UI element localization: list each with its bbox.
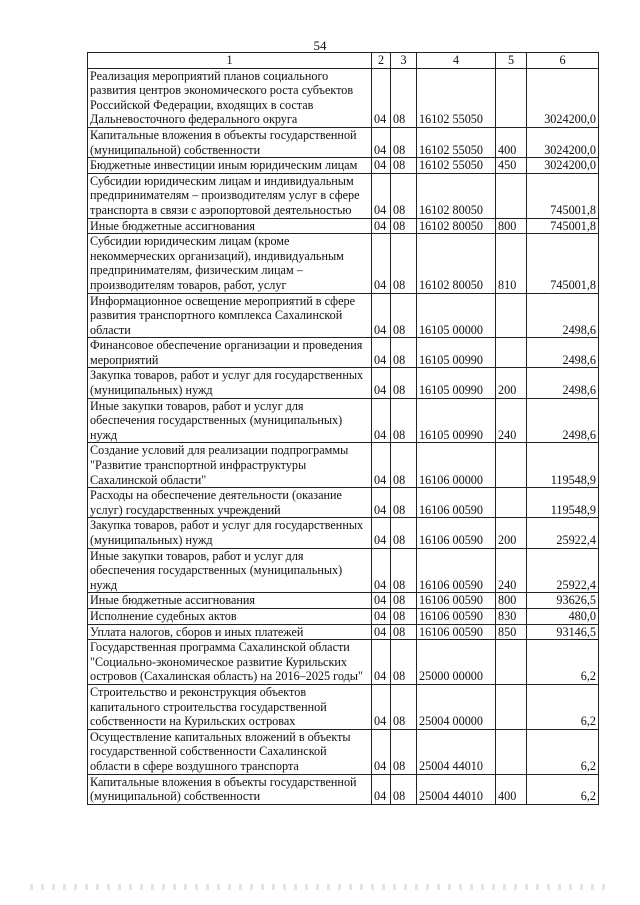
table-row bbox=[88, 127, 599, 157]
table-row bbox=[88, 173, 599, 218]
row-subsection: 08 bbox=[391, 398, 417, 443]
row-amount: 3024200,0 bbox=[527, 68, 599, 127]
row-target-item: 16106 00590 bbox=[417, 624, 496, 640]
row-name: Информационное освещение мероприятий в сфере развития транспортного комплекса Сахалинской области bbox=[88, 293, 372, 338]
row-subsection: 08 bbox=[391, 608, 417, 624]
row-amount: 6,2 bbox=[527, 684, 599, 729]
row-section: 04 bbox=[372, 593, 391, 609]
row-expense-type: 800 bbox=[496, 593, 527, 609]
col-header-section: 2 bbox=[372, 53, 391, 69]
row-name: Иные закупки товаров, работ и услуг для обеспечения государственных (муниципальных) нужд bbox=[88, 398, 372, 443]
row-target-item: 16102 80050 bbox=[417, 234, 496, 293]
row-expense-type: 400 bbox=[496, 127, 527, 157]
row-section: 04 bbox=[372, 729, 391, 774]
row-subsection: 08 bbox=[391, 293, 417, 338]
row-section: 04 bbox=[372, 398, 391, 443]
row-section: 04 bbox=[372, 774, 391, 804]
col-header-amount: 6 bbox=[527, 53, 599, 69]
row-name: Иные бюджетные ассигнования bbox=[88, 593, 372, 609]
row-subsection: 08 bbox=[391, 593, 417, 609]
row-target-item: 16106 00590 bbox=[417, 548, 496, 593]
row-name: Бюджетные инвестиции иным юридическим лицам bbox=[88, 158, 372, 174]
table-row bbox=[88, 624, 599, 640]
row-subsection: 08 bbox=[391, 488, 417, 518]
table-row bbox=[88, 488, 599, 518]
row-subsection: 08 bbox=[391, 518, 417, 548]
table-row bbox=[88, 548, 599, 593]
row-target-item: 16106 00590 bbox=[417, 608, 496, 624]
row-subsection: 08 bbox=[391, 173, 417, 218]
table-row bbox=[88, 684, 599, 729]
row-target-item: 16102 80050 bbox=[417, 173, 496, 218]
row-expense-type: 400 bbox=[496, 774, 527, 804]
row-subsection: 08 bbox=[391, 684, 417, 729]
row-subsection: 08 bbox=[391, 729, 417, 774]
row-name: Субсидии юридическим лицам и индивидуальным предпринимателям – производителям услуг в сфере транспорта в связи с аэропортовой деятельностью bbox=[88, 173, 372, 218]
row-section: 04 bbox=[372, 173, 391, 218]
page-number: 54 bbox=[313, 38, 327, 53]
row-expense-type bbox=[496, 729, 527, 774]
row-target-item: 16105 00990 bbox=[417, 398, 496, 443]
row-section: 04 bbox=[372, 443, 391, 488]
table-row bbox=[88, 234, 599, 293]
row-target-item: 25004 44010 bbox=[417, 729, 496, 774]
table-row bbox=[88, 68, 599, 127]
row-section: 04 bbox=[372, 368, 391, 398]
row-expense-type: 240 bbox=[496, 548, 527, 593]
row-subsection: 08 bbox=[391, 68, 417, 127]
row-name: Капитальные вложения в объекты государственной (муниципальной) собственности bbox=[88, 127, 372, 157]
table-row bbox=[88, 608, 599, 624]
row-subsection: 08 bbox=[391, 127, 417, 157]
row-section: 04 bbox=[372, 293, 391, 338]
row-expense-type: 830 bbox=[496, 608, 527, 624]
row-expense-type: 200 bbox=[496, 368, 527, 398]
row-subsection: 08 bbox=[391, 640, 417, 685]
row-expense-type: 800 bbox=[496, 218, 527, 234]
row-expense-type: 450 bbox=[496, 158, 527, 174]
row-expense-type: 200 bbox=[496, 518, 527, 548]
row-target-item: 25004 44010 bbox=[417, 774, 496, 804]
row-section: 04 bbox=[372, 158, 391, 174]
row-name: Иные бюджетные ассигнования bbox=[88, 218, 372, 234]
row-target-item: 16105 00990 bbox=[417, 368, 496, 398]
row-amount: 25922,4 bbox=[527, 548, 599, 593]
row-section: 04 bbox=[372, 234, 391, 293]
row-section: 04 bbox=[372, 608, 391, 624]
row-subsection: 08 bbox=[391, 158, 417, 174]
row-amount: 2498,6 bbox=[527, 338, 599, 368]
col-header-subsection: 3 bbox=[391, 53, 417, 69]
row-subsection: 08 bbox=[391, 548, 417, 593]
row-name: Государственная программа Сахалинской области "Социально-экономическое развитие Курильских островов (Сахалинская область) на 2016–2025 годы" bbox=[88, 640, 372, 685]
row-target-item: 16106 00000 bbox=[417, 443, 496, 488]
table-row bbox=[88, 518, 599, 548]
row-amount: 93146,5 bbox=[527, 624, 599, 640]
table-row bbox=[88, 640, 599, 685]
table-row bbox=[88, 443, 599, 488]
row-expense-type bbox=[496, 293, 527, 338]
row-section: 04 bbox=[372, 218, 391, 234]
row-amount: 745001,8 bbox=[527, 234, 599, 293]
row-amount: 2498,6 bbox=[527, 398, 599, 443]
row-target-item: 16102 55050 bbox=[417, 158, 496, 174]
row-subsection: 08 bbox=[391, 368, 417, 398]
table-row bbox=[88, 774, 599, 804]
table-row bbox=[88, 398, 599, 443]
row-subsection: 08 bbox=[391, 218, 417, 234]
header-row bbox=[88, 53, 599, 69]
row-expense-type bbox=[496, 684, 527, 729]
row-subsection: 08 bbox=[391, 624, 417, 640]
row-target-item: 16105 00990 bbox=[417, 338, 496, 368]
row-amount: 2498,6 bbox=[527, 368, 599, 398]
row-target-item: 16102 55050 bbox=[417, 127, 496, 157]
row-name: Субсидии юридическим лицам (кроме некоммерческих организаций), индивидуальным предпринимателям, физическим лицам – производителям товаров, работ, услуг bbox=[88, 234, 372, 293]
row-name: Капитальные вложения в объекты государственной (муниципальной) собственности bbox=[88, 774, 372, 804]
row-amount: 6,2 bbox=[527, 729, 599, 774]
row-amount: 3024200,0 bbox=[527, 158, 599, 174]
row-section: 04 bbox=[372, 548, 391, 593]
table-row bbox=[88, 593, 599, 609]
row-name: Создание условий для реализации подпрограммы "Развитие транспортной инфраструктуры Сахалинской области" bbox=[88, 443, 372, 488]
row-amount: 6,2 bbox=[527, 640, 599, 685]
row-amount: 119548,9 bbox=[527, 488, 599, 518]
col-header-target-item: 4 bbox=[417, 53, 496, 69]
row-name: Исполнение судебных актов bbox=[88, 608, 372, 624]
row-expense-type: 850 bbox=[496, 624, 527, 640]
row-amount: 2498,6 bbox=[527, 293, 599, 338]
table-row bbox=[88, 729, 599, 774]
row-section: 04 bbox=[372, 518, 391, 548]
row-expense-type bbox=[496, 68, 527, 127]
row-section: 04 bbox=[372, 488, 391, 518]
row-name: Уплата налогов, сборов и иных платежей bbox=[88, 624, 372, 640]
row-section: 04 bbox=[372, 640, 391, 685]
row-section: 04 bbox=[372, 68, 391, 127]
budget-table bbox=[87, 52, 599, 805]
row-amount: 3024200,0 bbox=[527, 127, 599, 157]
row-amount: 480,0 bbox=[527, 608, 599, 624]
row-name: Закупка товаров, работ и услуг для государственных (муниципальных) нужд bbox=[88, 368, 372, 398]
table-row bbox=[88, 218, 599, 234]
scan-artifact bbox=[30, 884, 610, 890]
row-expense-type bbox=[496, 173, 527, 218]
row-section: 04 bbox=[372, 684, 391, 729]
row-amount: 745001,8 bbox=[527, 173, 599, 218]
table-row bbox=[88, 158, 599, 174]
col-header-expense-type: 5 bbox=[496, 53, 527, 69]
row-amount: 745001,8 bbox=[527, 218, 599, 234]
table-row bbox=[88, 368, 599, 398]
row-expense-type bbox=[496, 640, 527, 685]
row-subsection: 08 bbox=[391, 774, 417, 804]
row-section: 04 bbox=[372, 338, 391, 368]
row-target-item: 25004 00000 bbox=[417, 684, 496, 729]
row-expense-type: 240 bbox=[496, 398, 527, 443]
row-name: Финансовое обеспечение организации и проведения мероприятий bbox=[88, 338, 372, 368]
row-amount: 119548,9 bbox=[527, 443, 599, 488]
row-target-item: 25000 00000 bbox=[417, 640, 496, 685]
row-name: Расходы на обеспечение деятельности (оказание услуг) государственных учреждений bbox=[88, 488, 372, 518]
row-name: Иные закупки товаров, работ и услуг для обеспечения государственных (муниципальных) нужд bbox=[88, 548, 372, 593]
table-row bbox=[88, 293, 599, 338]
row-expense-type bbox=[496, 443, 527, 488]
row-name: Закупка товаров, работ и услуг для государственных (муниципальных) нужд bbox=[88, 518, 372, 548]
row-expense-type: 810 bbox=[496, 234, 527, 293]
col-header-name: 1 bbox=[88, 53, 372, 69]
row-name: Осуществление капитальных вложений в объекты государственной собственности Сахалинской области в сфере воздушного транспорта bbox=[88, 729, 372, 774]
row-expense-type bbox=[496, 338, 527, 368]
row-amount: 25922,4 bbox=[527, 518, 599, 548]
row-section: 04 bbox=[372, 624, 391, 640]
row-expense-type bbox=[496, 488, 527, 518]
row-amount: 6,2 bbox=[527, 774, 599, 804]
row-target-item: 16106 00590 bbox=[417, 518, 496, 548]
row-subsection: 08 bbox=[391, 234, 417, 293]
row-target-item: 16102 55050 bbox=[417, 68, 496, 127]
row-target-item: 16106 00590 bbox=[417, 593, 496, 609]
row-name: Реализация мероприятий планов социального развития центров экономического роста субъектов Российской Федерации, входящих в состав Дальневосточного федерального округа bbox=[88, 68, 372, 127]
row-target-item: 16105 00000 bbox=[417, 293, 496, 338]
row-target-item: 16102 80050 bbox=[417, 218, 496, 234]
row-name: Строительство и реконструкция объектов капитального строительства государственной собственности на Курильских островах bbox=[88, 684, 372, 729]
row-target-item: 16106 00590 bbox=[417, 488, 496, 518]
table-row bbox=[88, 338, 599, 368]
row-subsection: 08 bbox=[391, 338, 417, 368]
row-subsection: 08 bbox=[391, 443, 417, 488]
row-amount: 93626,5 bbox=[527, 593, 599, 609]
row-section: 04 bbox=[372, 127, 391, 157]
